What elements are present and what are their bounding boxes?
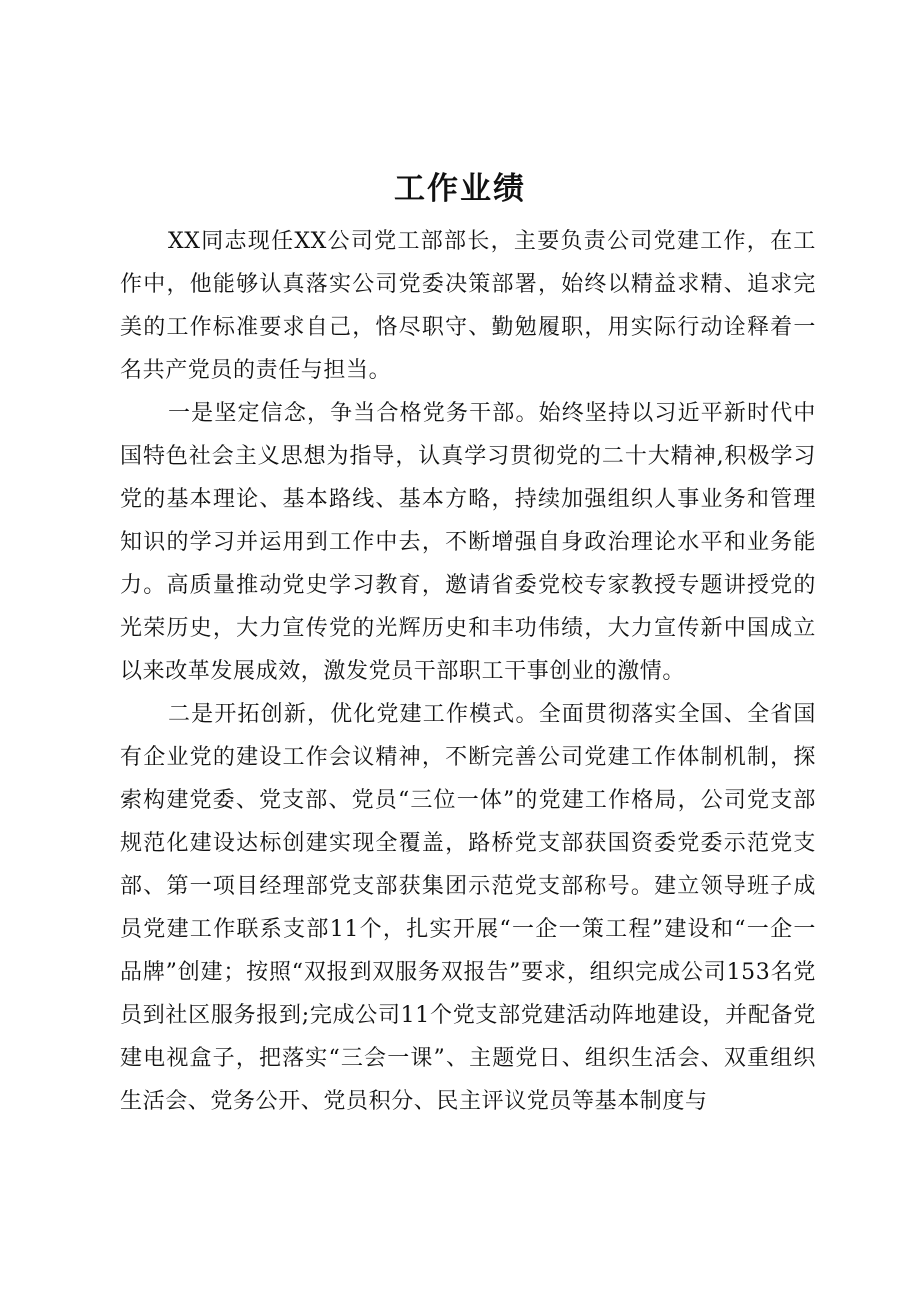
paragraph-intro: XX同志现任XX公司党工部部长，主要负责公司党建工作，在工作中，他能够认真落实公司党委决策部署，始终以精益求精、追求完美的工作标准要求自己，恪尽职守、勤勉履职，用实际行动诠释着一名共产党员的责任与担当。 [120, 229, 816, 383]
paragraph-firm-belief: 一是坚定信念，争当合格党务干部。始终坚持以习近平新时代中国特色社会主义思想为指导，认真学习贯彻党的二十大精神,积极学习党的基本理论、基本路线、基本方略，持续加强组织人事业务和管理知识的学习并运用到工作中去，不断增强自身政治理论水平和业务能力。高质量推动党史学习教育，邀请省委党校专家教授专题讲授党的光荣历史，大力宣传党的光辉历史和丰功伟绩，大力宣传新中国成立以来改革发展成效，激发党员干部职工干事创业的激情。 [120, 401, 816, 684]
document-body [120, 220, 816, 1123]
paragraph-innovation: 二是开拓创新，优化党建工作模式。全面贯彻落实全国、全省国有企业党的建设工作会议精神，不断完善公司党建工作体制机制，探索构建党委、党支部、党员“三位一体”的党建工作格局，公司党支部规范化建设达标创建实现全覆盖，路桥党支部获国资委党委示范党支部、第一项目经理部党支部获集团示范党支部称号。建立领导班子成员党建工作联系支部11个，扎实开展“一企一策工程”建设和“一企一品牌”创建；按照“双报到双服务双报告”要求，组织完成公司153名党员到社区服务报到;完成公司11个党支部党建活动阵地建设，并配备党建电视盒子，把落实“三会一课”、主题党日、组织生活会、双重组织生活会、党务公开、党员积分、民主评议党员等基本制度与 [120, 702, 816, 1114]
document-title: 工作业绩 [394, 171, 526, 207]
